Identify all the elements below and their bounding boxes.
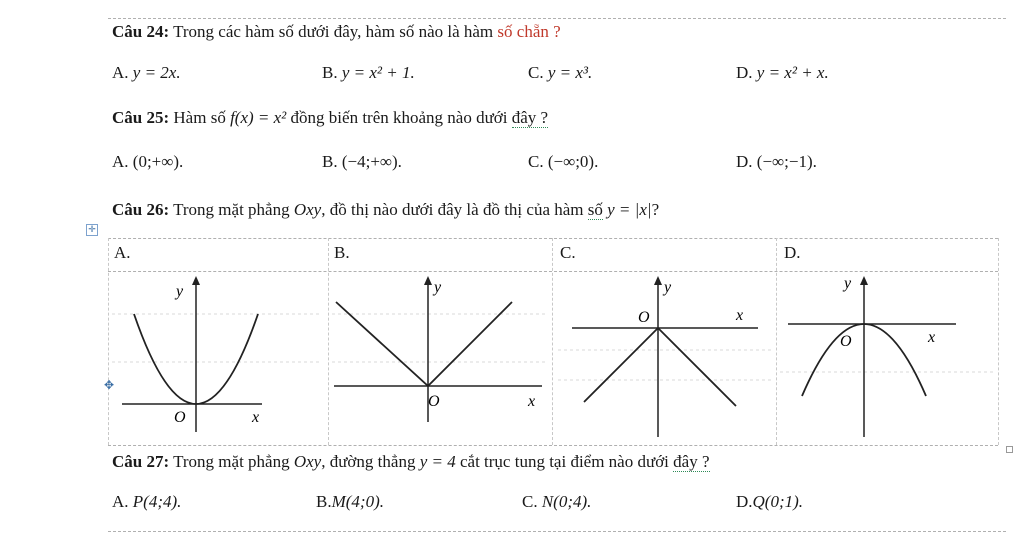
graph-b (332, 272, 546, 442)
q27-option-d[interactable]: D.Q(0;1). (736, 492, 804, 511)
left-branch (584, 328, 658, 402)
table-border-bottom (108, 445, 998, 446)
origin-label: O (638, 309, 650, 326)
graph-c (558, 272, 772, 442)
y-axis-label: y (844, 275, 852, 292)
origin-label: O (428, 393, 440, 410)
resize-handle-icon[interactable] (1006, 446, 1013, 453)
function-expr: f(x) = x² (230, 108, 287, 127)
graph-a (112, 272, 322, 442)
q26-option-b-label[interactable]: B. (334, 243, 350, 262)
y-axis-arrow (654, 276, 662, 285)
question-25: Câu 25: Hàm số f(x) = x² đồng biến trên khoảng nào dưới đây ? (112, 108, 549, 127)
question-number: Câu 24: (112, 22, 170, 41)
move-cursor-icon: ✥ (104, 378, 115, 392)
line-equation: y = 4 (419, 452, 456, 471)
y-axis-label: y (434, 279, 442, 296)
question-27: Câu 27: Trong mặt phẳng Oxy, đường thẳng y = 4 cắt trục tung tại điểm nào dưới đây ? (112, 452, 710, 471)
question-26: Câu 26: Trong mặt phẳng Oxy, đồ thị nào dưới đây là đồ thị của hàm số y = |x|? (112, 200, 660, 219)
table-border-top (108, 238, 998, 239)
q27-option-a[interactable]: A. P(4;4). (112, 492, 182, 511)
q27-option-c[interactable]: C. N(0;4). (522, 492, 592, 511)
bottom-dashed-border (108, 531, 1006, 532)
x-axis-label: x (252, 409, 260, 426)
move-handle-icon[interactable]: ✛ (86, 224, 98, 236)
q25-option-d[interactable]: D. (−∞;−1). (736, 152, 817, 171)
function-expr: y = |x| (607, 200, 652, 219)
table-col-border (328, 238, 329, 445)
question-number: Câu 27: (112, 452, 170, 471)
q25-option-c[interactable]: C. (−∞;0). (528, 152, 599, 171)
x-axis-label: x (528, 393, 536, 410)
q24-option-d[interactable]: D. y = x² + x. (736, 63, 829, 82)
table-col-border (552, 238, 553, 445)
x-axis-label: x (736, 307, 744, 324)
q26-option-c-label[interactable]: C. (560, 243, 576, 262)
origin-label: O (174, 409, 186, 426)
y-axis-arrow (192, 276, 200, 285)
question-highlight: số chẵn ? (497, 22, 561, 41)
right-branch (428, 302, 512, 386)
question-24 (112, 22, 561, 42)
left-branch (336, 302, 428, 386)
graph-grid (558, 350, 772, 380)
q24-option-c[interactable]: C. y = x³. (528, 63, 593, 82)
right-branch (658, 328, 736, 406)
origin-label: O (840, 333, 852, 350)
question-text: Trong các hàm số dưới đây, hàm số nào là hàm (169, 22, 498, 41)
q26-option-d-label[interactable]: D. (784, 243, 801, 262)
y-axis-arrow (424, 276, 432, 285)
question-number: Câu 26: (112, 200, 170, 219)
y-axis-arrow (860, 276, 868, 285)
q25-option-b[interactable]: B. (−4;+∞). (322, 152, 402, 171)
x-axis-label: x (928, 329, 936, 346)
q24-option-a[interactable]: A. y = 2x. (112, 63, 181, 82)
table-col-border (776, 238, 777, 445)
graph-d (780, 272, 994, 442)
y-axis-label: y (176, 283, 184, 300)
table-col-border (998, 238, 999, 445)
q24-option-b[interactable]: B. y = x² + 1. (322, 63, 415, 82)
y-axis-label: y (664, 279, 672, 296)
graph-grid (332, 314, 546, 362)
top-dashed-border (108, 18, 1006, 19)
question-number: Câu 25: (112, 108, 170, 127)
q25-option-a[interactable]: A. (0;+∞). (112, 152, 184, 171)
table-col-border (108, 238, 109, 445)
q27-option-b[interactable]: B.M(4;0). (316, 492, 384, 511)
q26-option-a-label[interactable]: A. (114, 243, 131, 262)
